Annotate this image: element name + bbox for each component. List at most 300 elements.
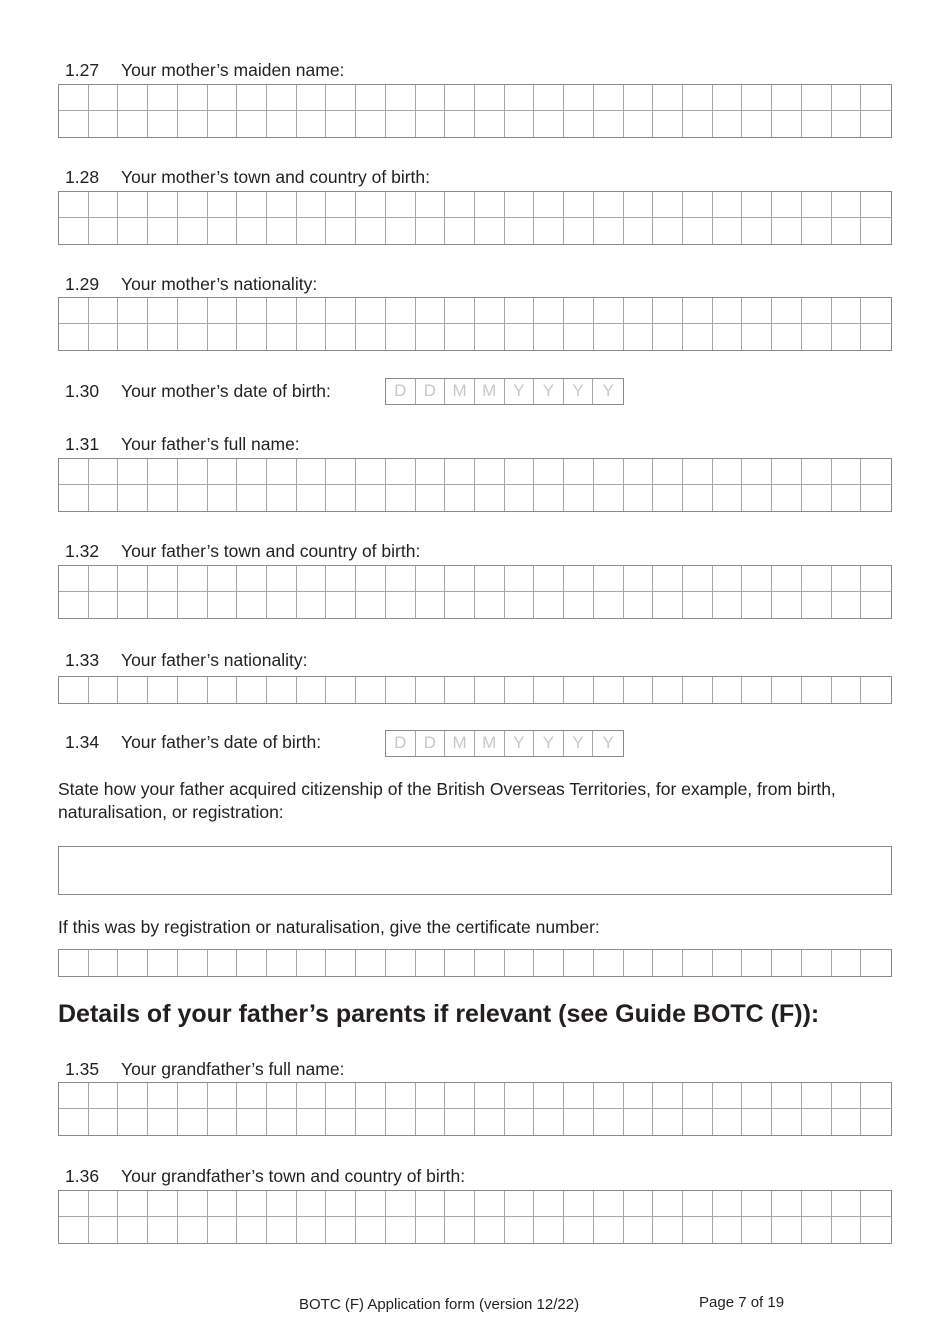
character-box[interactable] [802, 485, 832, 511]
character-box[interactable] [683, 85, 713, 111]
character-box[interactable] [356, 324, 386, 350]
character-box[interactable] [683, 459, 713, 485]
character-box[interactable] [356, 1083, 386, 1109]
character-box[interactable] [89, 1217, 119, 1243]
character-box[interactable] [59, 677, 89, 703]
character-box[interactable] [505, 85, 535, 111]
character-box[interactable] [148, 1083, 178, 1109]
character-box[interactable] [208, 111, 238, 137]
character-box[interactable] [594, 1191, 624, 1217]
character-box[interactable] [89, 459, 119, 485]
character-box[interactable] [594, 566, 624, 592]
character-box[interactable] [59, 85, 89, 111]
character-box[interactable] [386, 298, 416, 324]
character-box[interactable] [653, 1109, 683, 1135]
character-box[interactable] [534, 566, 564, 592]
character-box[interactable] [742, 324, 772, 350]
character-box[interactable] [802, 1083, 832, 1109]
character-box[interactable] [178, 1109, 208, 1135]
character-box[interactable] [445, 218, 475, 244]
character-box[interactable] [178, 324, 208, 350]
character-box[interactable] [386, 459, 416, 485]
character-box[interactable] [683, 592, 713, 618]
character-box[interactable] [861, 1109, 891, 1135]
character-box[interactable] [178, 950, 208, 976]
character-box[interactable] [742, 592, 772, 618]
character-box[interactable] [326, 1083, 356, 1109]
character-box[interactable] [386, 218, 416, 244]
character-box[interactable] [326, 950, 356, 976]
character-box[interactable] [832, 1083, 862, 1109]
character-box[interactable] [356, 592, 386, 618]
character-box[interactable] [445, 566, 475, 592]
character-box[interactable] [713, 85, 743, 111]
character-box[interactable] [534, 1109, 564, 1135]
character-box[interactable] [861, 1083, 891, 1109]
character-box[interactable] [148, 592, 178, 618]
character-box[interactable] [505, 677, 535, 703]
character-box[interactable] [564, 324, 594, 350]
character-box[interactable] [326, 1109, 356, 1135]
character-box[interactable] [534, 1083, 564, 1109]
character-box[interactable] [653, 85, 683, 111]
character-box[interactable] [326, 677, 356, 703]
character-box[interactable] [326, 111, 356, 137]
character-box[interactable] [861, 677, 891, 703]
character-box[interactable] [267, 1217, 297, 1243]
character-box[interactable] [118, 1217, 148, 1243]
character-box[interactable] [713, 298, 743, 324]
character-box[interactable] [505, 950, 535, 976]
character-box[interactable] [297, 459, 327, 485]
character-box[interactable] [267, 111, 297, 137]
character-box[interactable] [713, 677, 743, 703]
character-box[interactable] [564, 298, 594, 324]
character-box[interactable] [237, 485, 267, 511]
character-box[interactable] [683, 218, 713, 244]
character-box[interactable] [59, 459, 89, 485]
character-box[interactable] [356, 192, 386, 218]
character-box[interactable] [237, 1217, 267, 1243]
character-box[interactable] [564, 192, 594, 218]
character-box[interactable] [564, 950, 594, 976]
character-box[interactable] [208, 1191, 238, 1217]
character-box[interactable] [237, 566, 267, 592]
character-box[interactable] [237, 459, 267, 485]
character-box[interactable] [713, 1083, 743, 1109]
character-box[interactable] [59, 324, 89, 350]
character-box[interactable] [208, 677, 238, 703]
character-box[interactable] [802, 1109, 832, 1135]
character-box[interactable] [505, 324, 535, 350]
character-box[interactable] [445, 111, 475, 137]
character-box[interactable] [475, 298, 505, 324]
character-box[interactable] [861, 485, 891, 511]
character-box[interactable] [89, 111, 119, 137]
character-box[interactable] [594, 192, 624, 218]
character-box[interactable] [683, 111, 713, 137]
character-box[interactable] [89, 677, 119, 703]
character-box[interactable] [802, 459, 832, 485]
character-box[interactable] [386, 592, 416, 618]
character-box[interactable] [445, 1109, 475, 1135]
character-box[interactable] [832, 459, 862, 485]
character-box[interactable] [297, 111, 327, 137]
character-box[interactable] [178, 1217, 208, 1243]
character-box[interactable] [534, 950, 564, 976]
character-box[interactable] [178, 192, 208, 218]
character-box[interactable] [505, 592, 535, 618]
character-box[interactable] [297, 485, 327, 511]
character-box[interactable] [89, 485, 119, 511]
character-box[interactable] [832, 192, 862, 218]
character-box[interactable] [832, 298, 862, 324]
character-box[interactable] [683, 485, 713, 511]
character-box[interactable] [802, 298, 832, 324]
character-box[interactable] [148, 1191, 178, 1217]
character-box[interactable] [742, 85, 772, 111]
character-box[interactable] [208, 324, 238, 350]
character-box[interactable] [178, 298, 208, 324]
character-box[interactable] [564, 592, 594, 618]
character-box[interactable] [534, 85, 564, 111]
character-box[interactable] [564, 1217, 594, 1243]
character-box[interactable] [475, 85, 505, 111]
character-box[interactable] [861, 218, 891, 244]
grandfather-birthplace-field[interactable] [58, 1190, 892, 1244]
character-box[interactable] [89, 950, 119, 976]
character-box[interactable] [534, 677, 564, 703]
character-box[interactable] [148, 218, 178, 244]
character-box[interactable] [772, 566, 802, 592]
character-box[interactable] [148, 324, 178, 350]
character-box[interactable] [832, 950, 862, 976]
character-box[interactable] [237, 85, 267, 111]
character-box[interactable] [148, 1217, 178, 1243]
character-box[interactable] [832, 677, 862, 703]
character-box[interactable] [326, 485, 356, 511]
character-box[interactable] [267, 1109, 297, 1135]
character-box[interactable] [505, 1217, 535, 1243]
character-box[interactable] [237, 218, 267, 244]
character-box[interactable] [297, 1083, 327, 1109]
character-box[interactable] [624, 566, 654, 592]
character-box[interactable] [772, 298, 802, 324]
character-box[interactable] [59, 592, 89, 618]
character-box[interactable] [594, 1083, 624, 1109]
character-box[interactable] [772, 218, 802, 244]
character-box[interactable] [594, 1109, 624, 1135]
character-box[interactable] [683, 1217, 713, 1243]
character-box[interactable] [356, 1109, 386, 1135]
character-box[interactable] [118, 111, 148, 137]
character-box[interactable] [861, 950, 891, 976]
character-box[interactable] [742, 1217, 772, 1243]
character-box[interactable] [445, 1217, 475, 1243]
character-box[interactable] [713, 950, 743, 976]
certificate-number-field[interactable] [58, 949, 892, 977]
character-box[interactable] [802, 566, 832, 592]
character-box[interactable] [118, 485, 148, 511]
character-box[interactable] [653, 218, 683, 244]
character-box[interactable] [683, 324, 713, 350]
character-box[interactable] [683, 1191, 713, 1217]
character-box[interactable] [624, 950, 654, 976]
character-box[interactable] [475, 485, 505, 511]
character-box[interactable] [832, 592, 862, 618]
character-box[interactable] [772, 192, 802, 218]
character-box[interactable] [297, 1217, 327, 1243]
character-box[interactable] [505, 1109, 535, 1135]
character-box[interactable] [178, 459, 208, 485]
character-box[interactable] [237, 1109, 267, 1135]
character-box[interactable] [59, 485, 89, 511]
character-box[interactable] [802, 1217, 832, 1243]
character-box[interactable] [386, 192, 416, 218]
character-box[interactable] [653, 1217, 683, 1243]
character-box[interactable] [772, 1083, 802, 1109]
character-box[interactable] [386, 1191, 416, 1217]
character-box[interactable] [326, 459, 356, 485]
character-box[interactable] [683, 566, 713, 592]
character-box[interactable] [148, 950, 178, 976]
character-box[interactable] [624, 677, 654, 703]
character-box[interactable] [653, 485, 683, 511]
mother-date-of-birth-field[interactable] [385, 378, 624, 405]
character-box[interactable] [237, 1083, 267, 1109]
character-box[interactable] [297, 298, 327, 324]
character-box[interactable] [802, 950, 832, 976]
father-date-of-birth-field[interactable] [385, 730, 624, 757]
character-box[interactable] [297, 566, 327, 592]
character-box[interactable] [267, 1191, 297, 1217]
character-box[interactable] [118, 950, 148, 976]
character-box[interactable] [653, 677, 683, 703]
character-box[interactable] [237, 1191, 267, 1217]
character-box[interactable] [594, 85, 624, 111]
character-box[interactable] [594, 950, 624, 976]
character-box[interactable] [742, 566, 772, 592]
character-box[interactable] [624, 111, 654, 137]
character-box[interactable] [326, 85, 356, 111]
character-box[interactable] [297, 1191, 327, 1217]
character-box[interactable] [534, 1217, 564, 1243]
character-box[interactable] [148, 677, 178, 703]
character-box[interactable] [208, 192, 238, 218]
grandfather-full-name-field[interactable] [58, 1082, 892, 1136]
character-box[interactable] [772, 324, 802, 350]
character-box[interactable] [564, 677, 594, 703]
character-box[interactable] [356, 950, 386, 976]
character-box[interactable] [683, 1083, 713, 1109]
character-box[interactable] [861, 1191, 891, 1217]
character-box[interactable] [267, 677, 297, 703]
character-box[interactable] [445, 485, 475, 511]
character-box[interactable] [208, 298, 238, 324]
character-box[interactable] [505, 566, 535, 592]
character-box[interactable] [772, 111, 802, 137]
character-box[interactable] [772, 592, 802, 618]
character-box[interactable] [832, 1109, 862, 1135]
character-box[interactable] [594, 1217, 624, 1243]
character-box[interactable] [118, 459, 148, 485]
character-box[interactable] [653, 298, 683, 324]
character-box[interactable] [445, 85, 475, 111]
character-box[interactable] [445, 298, 475, 324]
character-box[interactable] [742, 459, 772, 485]
character-box[interactable] [445, 592, 475, 618]
character-box[interactable] [653, 950, 683, 976]
character-box[interactable] [416, 1217, 446, 1243]
character-box[interactable] [89, 1109, 119, 1135]
character-box[interactable] [505, 485, 535, 511]
character-box[interactable] [118, 1191, 148, 1217]
character-box[interactable] [742, 111, 772, 137]
character-box[interactable] [713, 1109, 743, 1135]
character-box[interactable] [326, 566, 356, 592]
character-box[interactable] [594, 592, 624, 618]
character-box[interactable] [624, 459, 654, 485]
character-box[interactable] [653, 1083, 683, 1109]
character-box[interactable] [534, 324, 564, 350]
character-box[interactable] [742, 1191, 772, 1217]
character-box[interactable] [742, 1109, 772, 1135]
character-box[interactable] [178, 111, 208, 137]
character-box[interactable] [742, 677, 772, 703]
character-box[interactable] [445, 950, 475, 976]
character-box[interactable] [861, 192, 891, 218]
character-box[interactable] [653, 324, 683, 350]
character-box[interactable] [475, 111, 505, 137]
character-box[interactable] [386, 677, 416, 703]
character-box[interactable] [59, 1083, 89, 1109]
character-box[interactable] [832, 85, 862, 111]
character-box[interactable] [267, 566, 297, 592]
character-box[interactable] [297, 85, 327, 111]
character-box[interactable] [118, 592, 148, 618]
character-box[interactable] [475, 592, 505, 618]
character-box[interactable] [832, 1217, 862, 1243]
character-box[interactable] [59, 1109, 89, 1135]
character-box[interactable] [208, 566, 238, 592]
character-box[interactable] [356, 298, 386, 324]
character-box[interactable] [356, 1217, 386, 1243]
character-box[interactable] [326, 1191, 356, 1217]
character-box[interactable] [475, 950, 505, 976]
character-box[interactable] [861, 111, 891, 137]
character-box[interactable] [713, 485, 743, 511]
character-box[interactable] [475, 677, 505, 703]
character-box[interactable] [802, 324, 832, 350]
character-box[interactable] [118, 566, 148, 592]
character-box[interactable] [594, 111, 624, 137]
character-box[interactable] [832, 111, 862, 137]
character-box[interactable] [356, 1191, 386, 1217]
character-box[interactable] [416, 566, 446, 592]
character-box[interactable] [445, 1083, 475, 1109]
character-box[interactable] [208, 218, 238, 244]
character-box[interactable] [475, 218, 505, 244]
character-box[interactable] [832, 1191, 862, 1217]
character-box[interactable] [416, 111, 446, 137]
character-box[interactable] [267, 459, 297, 485]
character-box[interactable] [713, 1191, 743, 1217]
character-box[interactable] [772, 1191, 802, 1217]
character-box[interactable] [89, 1083, 119, 1109]
character-box[interactable] [208, 485, 238, 511]
character-box[interactable] [208, 592, 238, 618]
character-box[interactable] [118, 324, 148, 350]
character-box[interactable] [564, 566, 594, 592]
character-box[interactable] [208, 459, 238, 485]
character-box[interactable] [59, 111, 89, 137]
character-box[interactable] [534, 592, 564, 618]
character-box[interactable] [802, 592, 832, 618]
character-box[interactable] [534, 459, 564, 485]
character-box[interactable] [653, 592, 683, 618]
character-box[interactable] [59, 298, 89, 324]
character-box[interactable] [475, 1109, 505, 1135]
character-box[interactable] [148, 85, 178, 111]
character-box[interactable] [624, 324, 654, 350]
character-box[interactable] [326, 192, 356, 218]
character-box[interactable] [624, 1217, 654, 1243]
character-box[interactable] [118, 298, 148, 324]
character-box[interactable] [624, 485, 654, 511]
character-box[interactable] [208, 1083, 238, 1109]
character-box[interactable] [89, 1191, 119, 1217]
character-box[interactable] [564, 485, 594, 511]
character-box[interactable] [861, 459, 891, 485]
character-box[interactable] [416, 1109, 446, 1135]
character-box[interactable] [178, 1191, 208, 1217]
character-box[interactable] [505, 298, 535, 324]
character-box[interactable] [713, 566, 743, 592]
character-box[interactable] [742, 485, 772, 511]
character-box[interactable] [653, 566, 683, 592]
character-box[interactable] [624, 298, 654, 324]
character-box[interactable] [386, 1083, 416, 1109]
character-box[interactable] [861, 592, 891, 618]
character-box[interactable] [89, 592, 119, 618]
character-box[interactable] [861, 566, 891, 592]
character-box[interactable] [445, 1191, 475, 1217]
character-box[interactable] [59, 192, 89, 218]
character-box[interactable] [237, 298, 267, 324]
character-box[interactable] [594, 218, 624, 244]
character-box[interactable] [653, 459, 683, 485]
character-box[interactable] [237, 111, 267, 137]
character-box[interactable] [772, 1109, 802, 1135]
character-box[interactable] [148, 459, 178, 485]
character-box[interactable] [178, 218, 208, 244]
character-box[interactable] [683, 677, 713, 703]
character-box[interactable] [267, 218, 297, 244]
character-box[interactable] [802, 218, 832, 244]
character-box[interactable] [356, 566, 386, 592]
character-box[interactable] [89, 192, 119, 218]
character-box[interactable] [386, 111, 416, 137]
character-box[interactable] [237, 324, 267, 350]
character-box[interactable] [237, 192, 267, 218]
character-box[interactable] [267, 324, 297, 350]
character-box[interactable] [356, 85, 386, 111]
character-box[interactable] [475, 1191, 505, 1217]
character-box[interactable] [297, 677, 327, 703]
character-box[interactable] [534, 192, 564, 218]
character-box[interactable] [208, 950, 238, 976]
character-box[interactable] [267, 85, 297, 111]
